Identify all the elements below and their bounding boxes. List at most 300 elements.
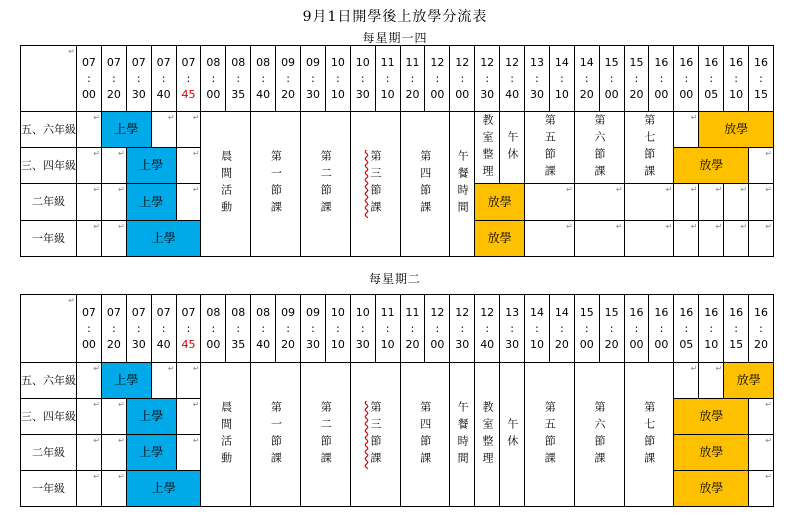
time-minute: 20 <box>629 87 644 101</box>
empty-cell: ↵ <box>151 112 176 148</box>
grade-label: 五、六年級 <box>21 112 77 148</box>
time-header-cell <box>674 295 699 363</box>
time-hour: 11 <box>405 55 420 69</box>
time-minute: 45 <box>181 337 196 351</box>
empty-cell: ↵ <box>101 221 126 257</box>
empty-cell: ↵ <box>525 221 575 257</box>
time-minute: 30 <box>355 337 370 351</box>
time-hour: 16 <box>729 305 744 319</box>
time-minute: 20 <box>281 337 296 351</box>
leave-school-label: 放學 <box>736 373 761 388</box>
time-colon: : <box>335 71 340 85</box>
time-minute: 00 <box>579 337 594 351</box>
activity-period-7: 第七節課 <box>624 112 674 184</box>
time-hour: 15 <box>579 305 594 319</box>
go-school-label: 上學 <box>151 231 176 246</box>
time-colon: : <box>236 71 241 85</box>
time-hour: 13 <box>505 305 520 319</box>
time-header-cell <box>425 46 450 112</box>
activity-morning: 晨間活動 <box>201 363 251 507</box>
time-hour: 12 <box>505 55 520 69</box>
time-colon: : <box>759 321 763 335</box>
activity-nap: 午休 <box>500 112 525 184</box>
time-hour: 12 <box>480 55 495 69</box>
time-hour: 16 <box>704 55 719 69</box>
time-hour: 09 <box>281 55 296 69</box>
time-hour: 07 <box>131 55 146 69</box>
time-hour: 16 <box>679 305 694 319</box>
time-minute: 05 <box>679 337 694 351</box>
empty-cell: ↵ <box>749 399 774 435</box>
time-minute: 20 <box>579 87 594 101</box>
time-header-cell <box>400 46 425 112</box>
activity-classroom-cleaning: 教室整理 <box>475 363 500 507</box>
leave-school-block <box>475 221 525 257</box>
time-minute: 10 <box>529 337 544 351</box>
time-hour: 16 <box>654 305 669 319</box>
go-school-block <box>101 112 151 148</box>
time-header-cell <box>425 295 450 363</box>
empty-cell: ↵ <box>176 112 201 148</box>
time-header-cell <box>251 46 276 112</box>
time-minute: 20 <box>604 337 619 351</box>
empty-cell: ↵ <box>77 399 102 435</box>
time-colon: : <box>261 71 266 85</box>
time-colon: : <box>609 321 614 335</box>
leave-school-block <box>674 471 749 507</box>
time-header-cell <box>201 295 226 363</box>
grade-label: 一年級 <box>21 471 77 507</box>
time-hour: 16 <box>704 305 719 319</box>
activity-period-6: 第六節課 <box>574 112 624 184</box>
time-header-cell <box>226 46 251 112</box>
activity-classroom-cleaning: 教室整理 <box>475 112 500 184</box>
time-colon: : <box>360 71 365 85</box>
activity-nap: 午休 <box>500 363 525 507</box>
time-colon: : <box>759 71 763 85</box>
leave-school-block <box>674 435 749 471</box>
grade-label: 五、六年級 <box>21 363 77 399</box>
time-header-cell <box>176 295 201 363</box>
empty-cell: ↵ <box>101 399 126 435</box>
time-hour: 15 <box>629 55 644 69</box>
time-colon: : <box>460 321 465 335</box>
empty-cell: ↵ <box>674 112 699 148</box>
activity-lunch: 午餐時間 <box>450 363 475 507</box>
time-colon: : <box>485 321 490 335</box>
go-school-label: 上學 <box>139 158 164 173</box>
time-colon: : <box>485 71 490 85</box>
leave-school-label: 放學 <box>699 445 724 460</box>
time-colon: : <box>684 321 689 335</box>
empty-cell: ↵ <box>176 435 201 471</box>
time-hour: 07 <box>131 305 146 319</box>
time-colon: : <box>709 321 714 335</box>
time-hour: 14 <box>529 305 544 319</box>
section-subtitle-tue: 每星期二 <box>368 272 421 286</box>
time-colon: : <box>659 71 664 85</box>
time-minute: 00 <box>206 337 221 351</box>
time-hour: 08 <box>206 55 221 69</box>
time-minute: 10 <box>380 337 395 351</box>
time-minute: 30 <box>131 337 146 351</box>
time-hour: 12 <box>455 305 470 319</box>
time-minute: 40 <box>256 87 271 101</box>
empty-cell: ↵ <box>749 148 774 184</box>
time-hour: 10 <box>355 305 370 319</box>
time-header-cell <box>599 295 624 363</box>
leave-school-block <box>674 148 749 184</box>
empty-cell: ↵ <box>176 399 201 435</box>
time-hour: 09 <box>305 55 320 69</box>
activity-period-3: 第三節課 <box>350 112 400 257</box>
time-minute: 20 <box>753 337 768 351</box>
time-header-cell <box>749 295 774 363</box>
time-hour: 12 <box>430 55 445 69</box>
time-hour: 12 <box>430 305 445 319</box>
activity-period-5: 第五節課 <box>525 363 575 507</box>
empty-cell: ↵ <box>674 363 699 399</box>
time-hour: 09 <box>305 305 320 319</box>
time-colon: : <box>609 71 614 85</box>
time-hour: 07 <box>81 305 96 319</box>
time-hour: 16 <box>629 305 644 319</box>
empty-cell: ↵ <box>699 363 724 399</box>
time-header-cell <box>574 295 599 363</box>
time-header-cell <box>325 46 350 112</box>
activity-period-5: 第五節課 <box>525 112 575 184</box>
empty-cell: ↵ <box>724 184 749 221</box>
time-header-cell <box>724 46 749 112</box>
time-header-cell <box>749 46 774 112</box>
time-hour: 08 <box>256 305 271 319</box>
leave-school-label: 放學 <box>487 194 512 209</box>
time-header-cell <box>126 295 151 363</box>
time-minute: 00 <box>604 87 619 101</box>
page-title: 9月1日開學後上放學分流表 <box>302 9 488 25</box>
time-minute: 00 <box>430 337 445 351</box>
time-header-row <box>21 295 774 363</box>
time-colon: : <box>410 71 415 85</box>
time-header-cell <box>375 295 400 363</box>
time-colon: : <box>186 71 191 85</box>
time-colon: : <box>286 321 290 335</box>
corner-cell: ↵ <box>21 295 77 363</box>
schedule-table-mon-thu <box>20 45 774 257</box>
leave-school-label: 放學 <box>699 409 724 424</box>
time-minute: 10 <box>729 87 744 101</box>
time-colon: : <box>311 71 315 85</box>
time-colon: : <box>136 71 141 85</box>
activity-period-2: 第二節課 <box>301 112 351 257</box>
time-minute: 05 <box>704 87 719 101</box>
time-hour: 08 <box>256 55 271 69</box>
time-hour: 08 <box>231 55 246 69</box>
time-header-cell <box>525 295 550 363</box>
time-header-cell <box>624 46 649 112</box>
empty-cell: ↵ <box>749 471 774 507</box>
time-colon: : <box>335 321 340 335</box>
time-colon: : <box>709 71 714 85</box>
activity-lunch: 午餐時間 <box>450 112 475 257</box>
time-minute: 20 <box>281 87 296 101</box>
empty-cell: ↵ <box>525 184 575 221</box>
go-school-block <box>126 221 201 257</box>
time-colon: : <box>634 71 639 85</box>
time-colon: : <box>535 321 539 335</box>
time-hour: 07 <box>181 305 196 319</box>
go-school-block <box>126 471 201 507</box>
time-colon: : <box>510 321 514 335</box>
time-colon: : <box>410 321 415 335</box>
time-header-cell <box>599 46 624 112</box>
time-minute: 00 <box>654 87 669 101</box>
time-minute: 20 <box>405 337 420 351</box>
time-minute: 30 <box>305 337 320 351</box>
time-header-cell <box>276 295 301 363</box>
empty-cell: ↵ <box>77 112 102 148</box>
time-header-cell <box>450 295 475 363</box>
activity-period-4: 第四節課 <box>400 112 450 257</box>
time-header-cell <box>301 295 326 363</box>
time-header-cell <box>574 46 599 112</box>
time-colon: : <box>734 71 738 85</box>
time-colon: : <box>111 71 116 85</box>
time-minute: 10 <box>704 337 719 351</box>
activity-period-2: 第二節課 <box>301 363 351 507</box>
time-colon: : <box>584 71 589 85</box>
time-colon: : <box>385 321 390 335</box>
time-minute: 10 <box>380 87 395 101</box>
activity-period-4: 第四節課 <box>400 363 450 507</box>
time-header-cell <box>525 46 550 112</box>
leave-school-label: 放學 <box>487 231 512 246</box>
time-header-cell <box>475 46 500 112</box>
time-minute: 15 <box>729 337 744 351</box>
time-header-cell <box>450 46 475 112</box>
time-colon: : <box>211 321 216 335</box>
empty-cell: ↵ <box>624 184 674 221</box>
time-hour: 08 <box>231 305 246 319</box>
time-hour: 14 <box>554 305 569 319</box>
grade-label: 二年級 <box>21 184 77 221</box>
empty-cell: ↵ <box>574 221 624 257</box>
time-header-cell <box>176 46 201 112</box>
time-minute: 10 <box>554 87 569 101</box>
grade-row-5-6 <box>21 112 774 148</box>
time-minute: 30 <box>131 87 146 101</box>
time-colon: : <box>435 321 440 335</box>
time-header-cell <box>699 46 724 112</box>
empty-cell: ↵ <box>77 435 102 471</box>
time-minute: 40 <box>256 337 271 351</box>
time-minute: 35 <box>231 337 246 351</box>
grade-label: 一年級 <box>21 221 77 257</box>
time-hour: 16 <box>753 305 768 319</box>
time-hour: 07 <box>156 305 171 319</box>
time-hour: 14 <box>554 55 569 69</box>
time-minute: 10 <box>330 337 345 351</box>
empty-cell: ↵ <box>77 363 102 399</box>
time-colon: : <box>659 321 664 335</box>
time-minute: 10 <box>330 87 345 101</box>
time-header-cell <box>101 295 126 363</box>
time-minute: 20 <box>106 87 121 101</box>
empty-cell: ↵ <box>699 221 724 257</box>
time-header-cell <box>325 295 350 363</box>
time-colon: : <box>311 321 315 335</box>
time-colon: : <box>111 321 116 335</box>
time-minute: 30 <box>305 87 320 101</box>
time-colon: : <box>584 321 589 335</box>
time-minute: 40 <box>505 87 520 101</box>
grade-label: 三、四年級 <box>21 148 77 184</box>
empty-cell: ↵ <box>101 148 126 184</box>
time-hour: 07 <box>156 55 171 69</box>
time-header-cell <box>500 46 525 112</box>
time-colon: : <box>560 71 564 85</box>
time-header-cell <box>549 295 574 363</box>
leave-school-block <box>724 363 774 399</box>
go-school-block <box>126 148 176 184</box>
time-header-cell <box>699 295 724 363</box>
time-header-cell <box>350 295 375 363</box>
time-minute: 20 <box>554 337 569 351</box>
time-hour: 07 <box>81 55 96 69</box>
time-hour: 11 <box>405 305 420 319</box>
empty-cell: ↵ <box>176 184 201 221</box>
leave-school-label: 放學 <box>724 122 749 137</box>
time-colon: : <box>87 71 91 85</box>
time-minute: 30 <box>455 337 470 351</box>
grade-label: 三、四年級 <box>21 399 77 435</box>
time-minute: 40 <box>480 337 495 351</box>
time-header-cell <box>350 46 375 112</box>
empty-cell: ↵ <box>674 221 699 257</box>
time-colon: : <box>161 71 166 85</box>
activity-period-7: 第七節課 <box>624 363 674 507</box>
empty-cell: ↵ <box>749 184 774 221</box>
go-school-label: 上學 <box>139 409 164 424</box>
time-minute: 30 <box>480 87 495 101</box>
time-colon: : <box>510 71 514 85</box>
time-hour: 07 <box>106 305 121 319</box>
go-school-block <box>126 399 176 435</box>
time-hour: 13 <box>529 55 544 69</box>
time-header-cell <box>77 46 102 112</box>
time-header-cell <box>226 295 251 363</box>
empty-cell: ↵ <box>101 471 126 507</box>
time-minute: 00 <box>81 337 96 351</box>
empty-cell: ↵ <box>574 184 624 221</box>
empty-cell: ↵ <box>151 363 176 399</box>
time-hour: 10 <box>355 55 370 69</box>
time-hour: 07 <box>181 55 196 69</box>
time-hour: 14 <box>579 55 594 69</box>
empty-cell: ↵ <box>101 184 126 221</box>
time-minute: 00 <box>629 337 644 351</box>
time-minute: 35 <box>231 87 246 101</box>
go-school-block <box>101 363 151 399</box>
leave-school-block <box>699 112 774 148</box>
time-colon: : <box>211 71 216 85</box>
time-hour: 15 <box>604 55 619 69</box>
corner-cell: ↵ <box>21 46 77 112</box>
time-hour: 10 <box>330 55 345 69</box>
time-minute: 30 <box>355 87 370 101</box>
activity-period-6: 第六節課 <box>574 363 624 507</box>
empty-cell: ↵ <box>77 471 102 507</box>
time-header-cell <box>77 295 102 363</box>
empty-cell: ↵ <box>624 221 674 257</box>
empty-cell: ↵ <box>724 221 749 257</box>
time-header-cell <box>400 295 425 363</box>
time-minute: 45 <box>181 87 196 101</box>
go-school-label: 上學 <box>114 122 139 137</box>
activity-period-1: 第一節課 <box>251 363 301 507</box>
time-hour: 16 <box>654 55 669 69</box>
empty-cell: ↵ <box>77 184 102 221</box>
time-minute: 40 <box>156 87 171 101</box>
go-school-label: 上學 <box>151 481 176 496</box>
empty-cell: ↵ <box>674 184 699 221</box>
leave-school-block <box>674 399 749 435</box>
time-minute: 20 <box>106 337 121 351</box>
time-colon: : <box>535 71 539 85</box>
time-hour: 08 <box>206 305 221 319</box>
time-minute: 00 <box>430 87 445 101</box>
time-header-row <box>21 46 774 112</box>
time-colon: : <box>360 321 365 335</box>
time-minute: 00 <box>81 87 96 101</box>
time-header-cell <box>151 295 176 363</box>
time-header-cell <box>674 46 699 112</box>
time-colon: : <box>87 321 91 335</box>
time-hour: 12 <box>455 55 470 69</box>
time-colon: : <box>136 321 141 335</box>
time-hour: 09 <box>281 305 296 319</box>
time-header-cell <box>724 295 749 363</box>
time-colon: : <box>385 71 390 85</box>
time-header-cell <box>276 46 301 112</box>
go-school-block <box>126 435 176 471</box>
time-minute: 15 <box>754 87 769 101</box>
time-colon: : <box>186 321 191 335</box>
time-header-cell <box>251 295 276 363</box>
time-hour: 10 <box>330 305 345 319</box>
grade-label: 二年級 <box>21 435 77 471</box>
time-hour: 15 <box>604 305 619 319</box>
time-minute: 00 <box>206 87 221 101</box>
empty-cell: ↵ <box>101 435 126 471</box>
time-colon: : <box>435 71 440 85</box>
time-hour: 11 <box>380 305 395 319</box>
time-minute: 30 <box>529 87 544 101</box>
time-hour: 16 <box>729 55 744 69</box>
time-colon: : <box>460 71 465 85</box>
time-header-cell <box>500 295 525 363</box>
empty-cell: ↵ <box>77 221 102 257</box>
time-header-cell <box>201 46 226 112</box>
schedule-table-tue <box>20 294 774 507</box>
section-subtitle-mon-thu: 每星期一四 <box>362 31 428 45</box>
leave-school-label: 放學 <box>699 158 724 173</box>
time-minute: 00 <box>654 337 669 351</box>
time-colon: : <box>734 321 738 335</box>
time-header-cell <box>126 46 151 112</box>
go-school-label: 上學 <box>114 373 139 388</box>
time-colon: : <box>684 71 689 85</box>
